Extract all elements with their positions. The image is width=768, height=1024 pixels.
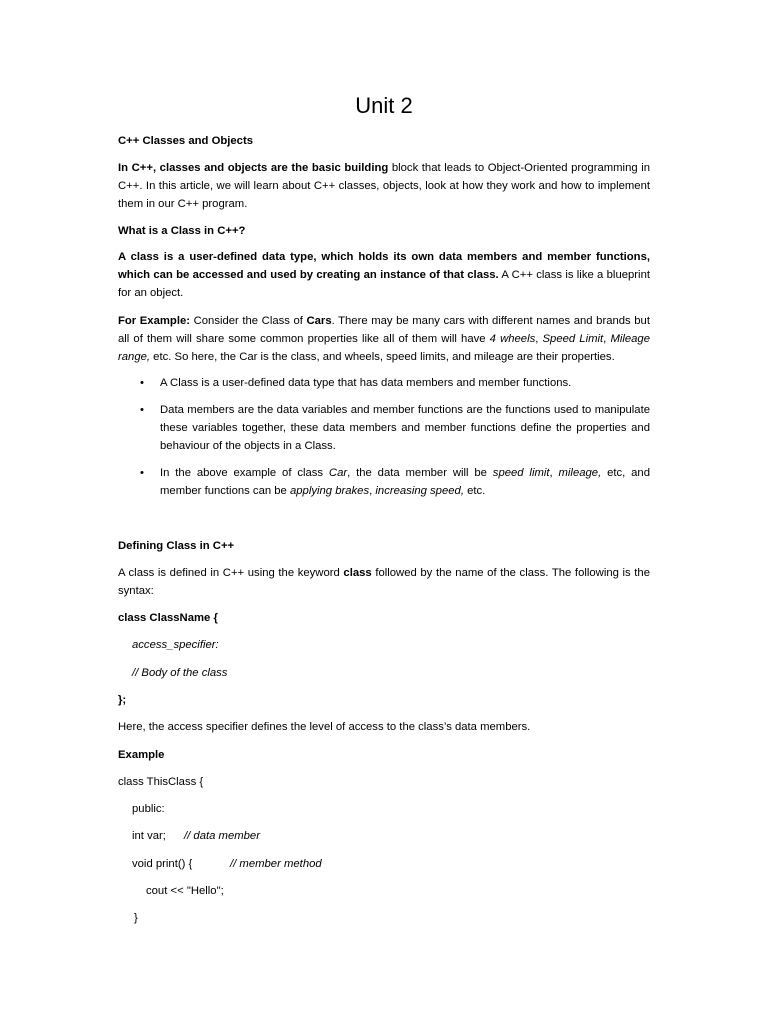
bullet-item xyxy=(118,464,650,500)
bullet-text: etc. xyxy=(463,485,486,497)
bullet-italic: increasing speed, xyxy=(375,485,464,497)
bullet-text: etc, and member functions can be xyxy=(160,467,650,497)
bullet-italic: Car xyxy=(328,467,348,479)
example-text: Consider the Class of xyxy=(190,315,307,327)
bullet-item xyxy=(118,401,650,455)
defining-text: followed by the name of the class. The following is the syntax: xyxy=(118,567,650,597)
section-heading-classes-objects: C++ Classes and Objects xyxy=(118,135,254,147)
defining-text: A class is defined in C++ using the keyword xyxy=(118,567,344,579)
keyword-class: class xyxy=(343,567,372,579)
bullet-text: , the data member will be xyxy=(347,467,493,479)
intro-text: block that leads to Object-Oriented programming in C++. In this article, we will learn about C++ classes, objects, look at how they work and how to implement them in our C++ program. xyxy=(118,162,650,210)
bullet-italic: mileage, xyxy=(558,467,602,479)
syntax-line-4: }; xyxy=(118,694,127,706)
example-italic: 4 wheels xyxy=(489,333,536,345)
bullet-text: , xyxy=(369,485,376,497)
syntax-line-3: // Body of the class xyxy=(132,667,228,679)
class-definition-text: A C++ class is like a blueprint for an object. xyxy=(118,269,650,299)
section-heading-defining-class: Defining Class in C++ xyxy=(118,540,235,552)
example-text: etc. So here, the Car is the class, and wheels, speed limits, and mileage are their properties. xyxy=(150,351,615,363)
access-paragraph: Here, the access specifier defines the level of access to the class’s data members. xyxy=(118,721,531,733)
example-text: . There may be many cars with different names and brands but all of them will share some common properties like all of them will have xyxy=(118,315,650,345)
code-comment-4: // member method xyxy=(230,858,322,870)
intro-bold-text: In C++, classes and objects are the basic building xyxy=(118,162,389,174)
code-line-2: public: xyxy=(132,803,165,815)
code-line-3a: int var; xyxy=(132,830,166,842)
example-italic: Speed Limit xyxy=(542,333,604,345)
class-definition-paragraph xyxy=(118,248,650,302)
example-text: , xyxy=(535,333,543,345)
bullet-italic: speed limit xyxy=(492,467,550,479)
example-cars: Cars xyxy=(306,315,332,327)
page-title: Unit 2 xyxy=(355,93,413,118)
bullet-dot-icon: • xyxy=(140,467,144,479)
bullet-list xyxy=(118,374,650,500)
code-line-6: } xyxy=(134,912,138,924)
example-paragraph xyxy=(118,312,650,366)
section-heading-what-is-class: What is a Class in C++? xyxy=(118,225,246,237)
bullet-dot-icon: • xyxy=(140,377,144,389)
intro-paragraph xyxy=(118,159,650,213)
bullet-text: In the above example of class xyxy=(160,467,329,479)
example-lead: For Example: xyxy=(118,315,191,327)
example-italic: Mileage range, xyxy=(118,333,650,363)
code-line-1: class ThisClass { xyxy=(118,776,204,788)
syntax-line-2: access_specifier: xyxy=(132,639,219,651)
code-line-5: cout << "Hello"; xyxy=(146,885,224,897)
bullet-item xyxy=(118,374,650,392)
bullet-italic: applying brakes xyxy=(289,485,370,497)
bullet-text: Data members are the data variables and member functions are the functions used to manipulate these variables together, these data members and member functions define the properties and behaviour of the objects in a Class. xyxy=(160,404,650,452)
bullet-text: A Class is a user-defined data type that has data members and member functions. xyxy=(160,377,572,389)
code-comment-3: // data member xyxy=(184,830,260,842)
code-line-4a: void print() { xyxy=(132,858,193,870)
defining-paragraph xyxy=(118,564,650,600)
bullet-dot-icon: • xyxy=(140,404,144,416)
section-heading-example: Example xyxy=(118,749,165,761)
bullet-text: , xyxy=(549,467,559,479)
class-definition-bold: A class is a user-defined data type, which holds its own data members and member functions, which can be accessed and used by creating an instance of that class. xyxy=(118,251,650,281)
syntax-line-1: class ClassName { xyxy=(118,612,218,624)
example-text: , xyxy=(603,333,611,345)
